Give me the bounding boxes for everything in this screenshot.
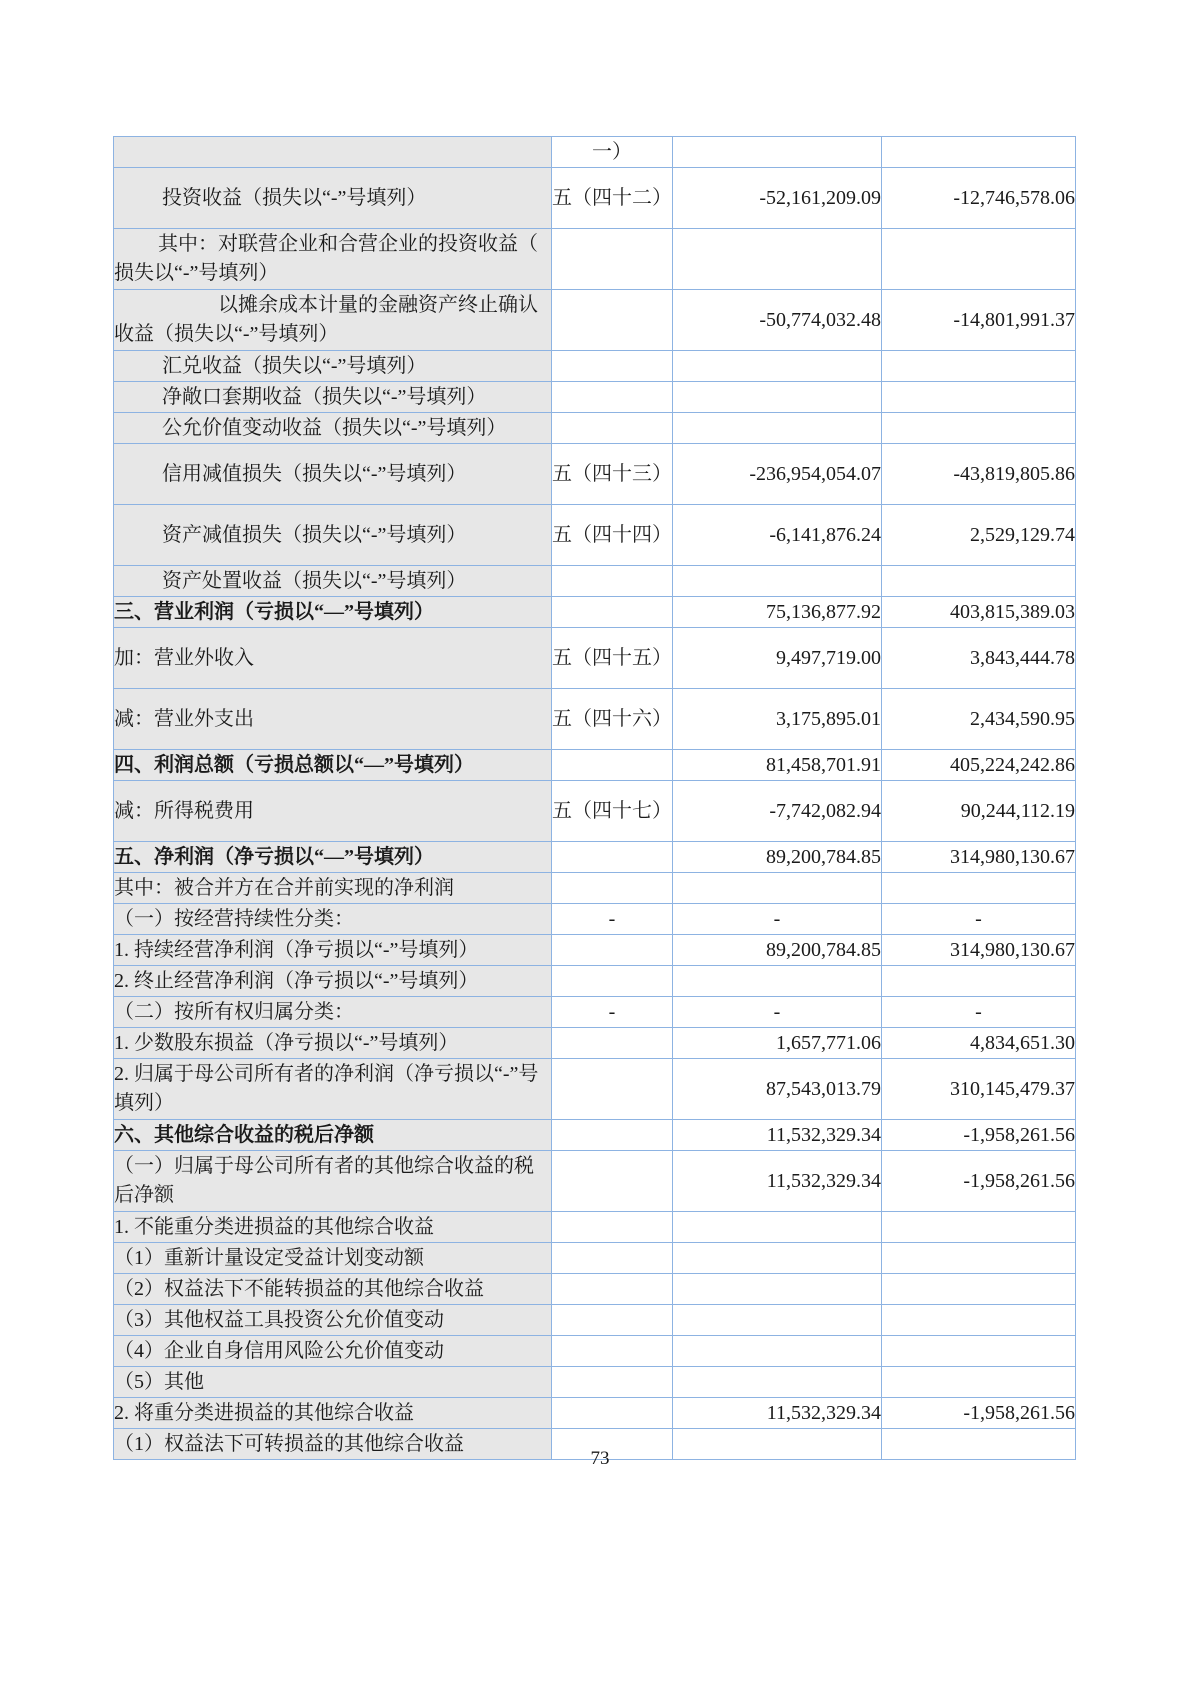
current-amount-cell: - [673, 904, 882, 935]
note-cell [552, 1243, 673, 1274]
prior-amount-cell: 403,815,389.03 [882, 597, 1076, 628]
prior-amount-cell [882, 382, 1076, 413]
prior-amount-cell: -1,958,261.56 [882, 1398, 1076, 1429]
table-row [114, 1059, 1076, 1120]
note-cell [552, 1274, 673, 1305]
table-row [114, 997, 1076, 1028]
note-cell [552, 966, 673, 997]
note-cell [552, 1059, 673, 1120]
item-cell: 净敞口套期收益（损失以“-”号填列） [114, 382, 552, 413]
item-cell: 以摊余成本计量的金融资产终止确认收益（损失以“-”号填列） [114, 290, 552, 351]
prior-amount-cell [882, 229, 1076, 290]
table-row [114, 904, 1076, 935]
table-row [114, 382, 1076, 413]
table-row [114, 873, 1076, 904]
table-body [114, 137, 1076, 1460]
prior-amount-cell: -1,958,261.56 [882, 1120, 1076, 1151]
current-amount-cell [673, 1305, 882, 1336]
table-row [114, 1305, 1076, 1336]
prior-amount-cell [882, 137, 1076, 168]
item-cell: 1. 不能重分类进损益的其他综合收益 [114, 1212, 552, 1243]
item-cell: 公允价值变动收益（损失以“-”号填列） [114, 413, 552, 444]
note-cell: 五（四十六） [552, 689, 673, 750]
prior-amount-cell [882, 413, 1076, 444]
note-cell [552, 351, 673, 382]
item-cell: 汇兑收益（损失以“-”号填列） [114, 351, 552, 382]
current-amount-cell: 89,200,784.85 [673, 935, 882, 966]
item-cell: （1）重新计量设定受益计划变动额 [114, 1243, 552, 1274]
prior-amount-cell [882, 351, 1076, 382]
current-amount-cell: 11,532,329.34 [673, 1120, 882, 1151]
current-amount-cell [673, 1336, 882, 1367]
item-cell: （5）其他 [114, 1367, 552, 1398]
item-cell: 2. 终止经营净利润（净亏损以“-”号填列） [114, 966, 552, 997]
prior-amount-cell: 2,529,129.74 [882, 505, 1076, 566]
prior-amount-cell [882, 566, 1076, 597]
note-cell [552, 1305, 673, 1336]
note-cell [552, 1151, 673, 1212]
note-cell: 一） [552, 137, 673, 168]
table-row [114, 750, 1076, 781]
note-cell [552, 1367, 673, 1398]
item-cell: （二）按所有权归属分类： [114, 997, 552, 1028]
income-statement-page [113, 136, 1075, 1460]
current-amount-cell: 9,497,719.00 [673, 628, 882, 689]
table-row [114, 1120, 1076, 1151]
current-amount-cell [673, 229, 882, 290]
prior-amount-cell [882, 873, 1076, 904]
current-amount-cell [673, 873, 882, 904]
item-cell: 减：营业外支出 [114, 689, 552, 750]
note-cell: 五（四十五） [552, 628, 673, 689]
current-amount-cell [673, 1274, 882, 1305]
item-cell: 其中：被合并方在合并前实现的净利润 [114, 873, 552, 904]
item-cell: 资产减值损失（损失以“-”号填列） [114, 505, 552, 566]
current-amount-cell: -236,954,054.07 [673, 444, 882, 505]
note-cell: 五（四十四） [552, 505, 673, 566]
prior-amount-cell [882, 966, 1076, 997]
prior-amount-cell: -12,746,578.06 [882, 168, 1076, 229]
item-cell: 六、其他综合收益的税后净额 [114, 1120, 552, 1151]
prior-amount-cell: 310,145,479.37 [882, 1059, 1076, 1120]
page-number: 73 [590, 1448, 610, 1469]
prior-amount-cell: 3,843,444.78 [882, 628, 1076, 689]
current-amount-cell: -7,742,082.94 [673, 781, 882, 842]
prior-amount-cell: 4,834,651.30 [882, 1028, 1076, 1059]
note-cell: - [552, 997, 673, 1028]
current-amount-cell [673, 382, 882, 413]
table-row [114, 1028, 1076, 1059]
prior-amount-cell: 90,244,112.19 [882, 781, 1076, 842]
prior-amount-cell: -1,958,261.56 [882, 1151, 1076, 1212]
item-cell: 减：所得税费用 [114, 781, 552, 842]
item-cell: 三、营业利润（亏损以“—”号填列） [114, 597, 552, 628]
table-row [114, 1367, 1076, 1398]
note-cell [552, 290, 673, 351]
item-cell: 2. 将重分类进损益的其他综合收益 [114, 1398, 552, 1429]
current-amount-cell [673, 413, 882, 444]
income-statement-table [113, 136, 1076, 1460]
table-row [114, 597, 1076, 628]
table-row [114, 168, 1076, 229]
item-cell: （一）归属于母公司所有者的其他综合收益的税后净额 [114, 1151, 552, 1212]
note-cell [552, 229, 673, 290]
current-amount-cell: 1,657,771.06 [673, 1028, 882, 1059]
note-cell [552, 1336, 673, 1367]
table-row [114, 290, 1076, 351]
item-cell: 四、利润总额（亏损总额以“—”号填列） [114, 750, 552, 781]
note-cell: 五（四十七） [552, 781, 673, 842]
prior-amount-cell: 405,224,242.86 [882, 750, 1076, 781]
table-row [114, 842, 1076, 873]
table-row [114, 689, 1076, 750]
table-row [114, 628, 1076, 689]
current-amount-cell: 89,200,784.85 [673, 842, 882, 873]
current-amount-cell [673, 137, 882, 168]
table-row [114, 1398, 1076, 1429]
item-cell: 2. 归属于母公司所有者的净利润（净亏损以“-”号填列） [114, 1059, 552, 1120]
note-cell [552, 1398, 673, 1429]
item-cell: 加：营业外收入 [114, 628, 552, 689]
prior-amount-cell: - [882, 904, 1076, 935]
item-cell: 投资收益（损失以“-”号填列） [114, 168, 552, 229]
table-row [114, 351, 1076, 382]
prior-amount-cell: - [882, 997, 1076, 1028]
current-amount-cell: 81,458,701.91 [673, 750, 882, 781]
item-cell: （4）企业自身信用风险公允价值变动 [114, 1336, 552, 1367]
current-amount-cell [673, 1243, 882, 1274]
note-cell: 五（四十二） [552, 168, 673, 229]
item-cell: （3）其他权益工具投资公允价值变动 [114, 1305, 552, 1336]
item-cell: 其中：对联营企业和合营企业的投资收益（损失以“-”号填列） [114, 229, 552, 290]
prior-amount-cell [882, 1274, 1076, 1305]
note-cell: 五（四十三） [552, 444, 673, 505]
note-cell [552, 935, 673, 966]
table-row [114, 1274, 1076, 1305]
table-row [114, 229, 1076, 290]
table-row [114, 137, 1076, 168]
current-amount-cell [673, 1212, 882, 1243]
note-cell [552, 382, 673, 413]
note-cell [552, 1028, 673, 1059]
note-cell [552, 842, 673, 873]
prior-amount-cell [882, 1212, 1076, 1243]
item-cell: （2）权益法下不能转损益的其他综合收益 [114, 1274, 552, 1305]
note-cell [552, 1212, 673, 1243]
item-cell: 资产处置收益（损失以“-”号填列） [114, 566, 552, 597]
table-row [114, 1336, 1076, 1367]
table-row [114, 566, 1076, 597]
item-cell [114, 137, 552, 168]
table-row [114, 966, 1076, 997]
table-row [114, 413, 1076, 444]
current-amount-cell: 11,532,329.34 [673, 1151, 882, 1212]
current-amount-cell [673, 566, 882, 597]
table-row [114, 781, 1076, 842]
note-cell [552, 566, 673, 597]
note-cell: - [552, 904, 673, 935]
prior-amount-cell: -14,801,991.37 [882, 290, 1076, 351]
current-amount-cell [673, 966, 882, 997]
prior-amount-cell [882, 1305, 1076, 1336]
table-row [114, 1212, 1076, 1243]
current-amount-cell: 3,175,895.01 [673, 689, 882, 750]
item-cell: 信用减值损失（损失以“-”号填列） [114, 444, 552, 505]
current-amount-cell: 75,136,877.92 [673, 597, 882, 628]
prior-amount-cell [882, 1243, 1076, 1274]
prior-amount-cell: 314,980,130.67 [882, 935, 1076, 966]
note-cell [552, 413, 673, 444]
item-cell: （一）按经营持续性分类： [114, 904, 552, 935]
current-amount-cell [673, 351, 882, 382]
prior-amount-cell: -43,819,805.86 [882, 444, 1076, 505]
note-cell [552, 750, 673, 781]
current-amount-cell: 11,532,329.34 [673, 1398, 882, 1429]
prior-amount-cell: 2,434,590.95 [882, 689, 1076, 750]
note-cell [552, 1120, 673, 1151]
prior-amount-cell [882, 1367, 1076, 1398]
item-cell: （1）权益法下可转损益的其他综合收益 [114, 1429, 552, 1460]
table-row [114, 1243, 1076, 1274]
current-amount-cell: - [673, 997, 882, 1028]
current-amount-cell: -50,774,032.48 [673, 290, 882, 351]
item-cell: 1. 少数股东损益（净亏损以“-”号填列） [114, 1028, 552, 1059]
current-amount-cell: -52,161,209.09 [673, 168, 882, 229]
current-amount-cell [673, 1367, 882, 1398]
table-row [114, 1151, 1076, 1212]
current-amount-cell: -6,141,876.24 [673, 505, 882, 566]
table-row [114, 444, 1076, 505]
prior-amount-cell [882, 1336, 1076, 1367]
current-amount-cell: 87,543,013.79 [673, 1059, 882, 1120]
item-cell: 五、净利润（净亏损以“—”号填列） [114, 842, 552, 873]
note-cell [552, 873, 673, 904]
table-row [114, 505, 1076, 566]
note-cell [552, 597, 673, 628]
prior-amount-cell: 314,980,130.67 [882, 842, 1076, 873]
table-row [114, 935, 1076, 966]
item-cell: 1. 持续经营净利润（净亏损以“-”号填列） [114, 935, 552, 966]
